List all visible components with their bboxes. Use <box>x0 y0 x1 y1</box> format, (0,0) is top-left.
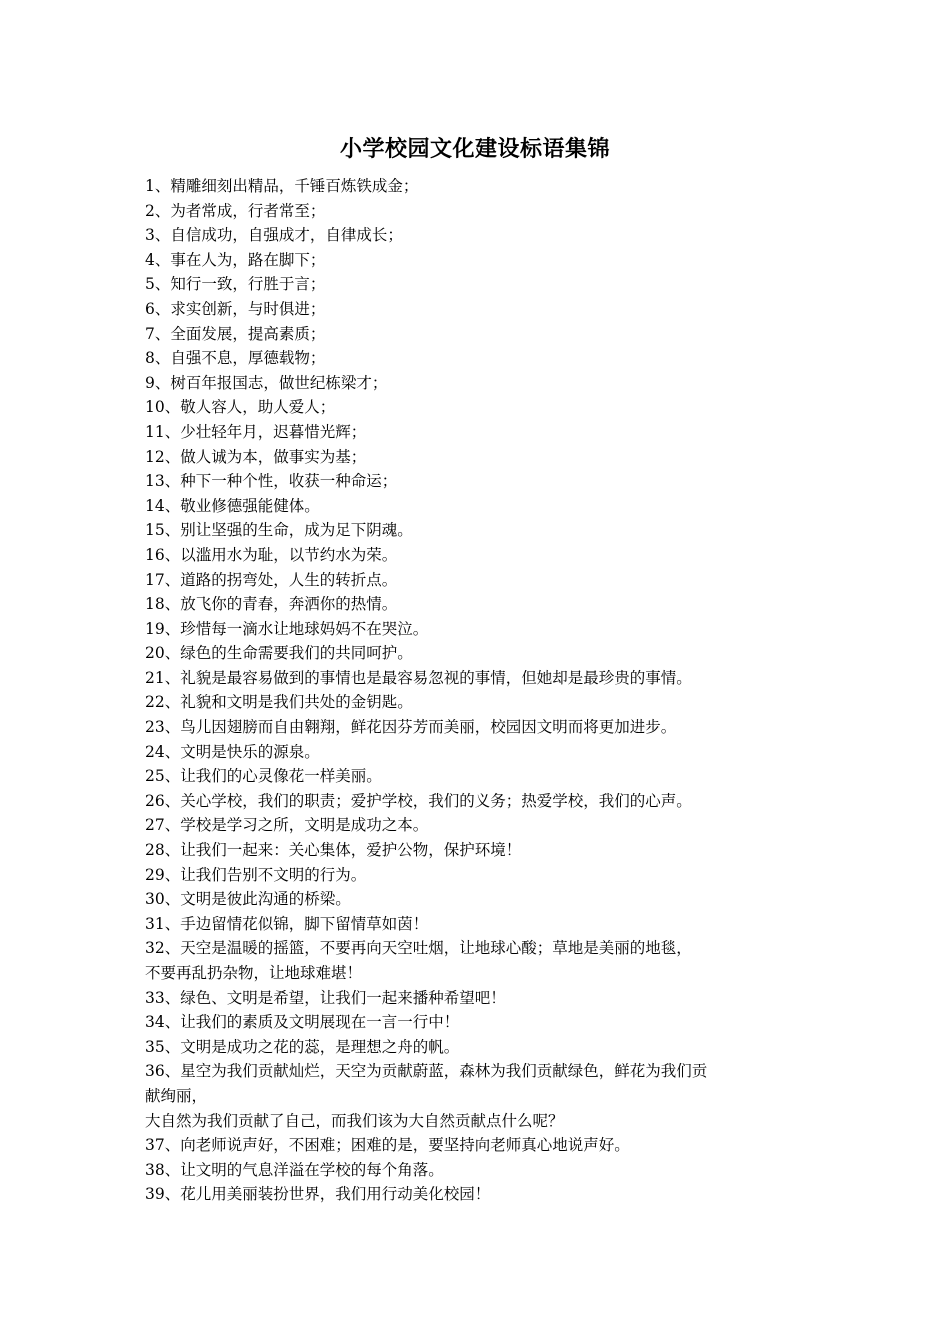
slogan-line: 10、敬人容人，助人爱人； <box>145 398 336 417</box>
slogan-line: 36、星空为我们贡献灿烂，天空为贡献蔚蓝，森林为我们贡献绿色，鲜花为我们贡 <box>145 1062 708 1081</box>
slogan-line: 37、向老师说声好，不困难；困难的是，要坚持向老师真心地说声好。 <box>145 1136 630 1155</box>
slogan-line: 21、礼貌是最容易做到的事情也是最容易忽视的事情，但她却是最珍贵的事情。 <box>145 668 692 687</box>
slogan-line: 大自然为我们贡献了自己，而我们该为大自然贡献点什么呢？ <box>145 1111 564 1130</box>
slogan-line: 11、少壮轻年月，迟暮惜光辉； <box>145 422 367 441</box>
slogan-line: 6、求实创新，与时俱进； <box>145 299 326 318</box>
slogan-line: 23、鸟儿因翅膀而自由翱翔，鲜花因芬芳而美丽，校园因文明而将更加进步。 <box>145 718 677 737</box>
slogan-line: 35、文明是成功之花的蕊，是理想之舟的帆。 <box>145 1037 460 1056</box>
slogan-line: 4、事在人为，路在脚下； <box>145 250 326 269</box>
slogan-line: 7、全面发展，提高素质； <box>145 324 326 343</box>
slogan-line: 3、自信成功，自强成才，自律成长； <box>145 226 403 245</box>
slogan-line: 1、精雕细刻出精品，千锤百炼铁成金； <box>145 177 419 195</box>
slogan-list <box>145 174 825 1207</box>
slogan-line: 9、树百年报国志，做世纪栋梁才； <box>145 373 388 392</box>
slogan-line: 31、手边留情花似锦，脚下留情草如茵！ <box>145 914 429 933</box>
slogan-line: 33、绿色、文明是希望，让我们一起来播种希望吧！ <box>145 988 506 1007</box>
slogan-line: 29、让我们告别不文明的行为。 <box>145 865 367 884</box>
slogan-line: 39、花儿用美丽装扮世界，我们用行动美化校园！ <box>145 1185 491 1204</box>
slogan-line: 27、学校是学习之所，文明是成功之本。 <box>145 816 429 835</box>
slogan-line: 不要再乱扔杂物，让地球难堪！ <box>145 964 363 982</box>
slogan-line: 34、让我们的素质及文明展现在一言一行中！ <box>145 1013 460 1032</box>
slogan-line: 12、做人诚为本，做事实为基； <box>145 447 367 466</box>
slogan-line: 38、让文明的气息洋溢在学校的每个角落。 <box>145 1160 444 1179</box>
slogan-line: 2、为者常成，行者常至； <box>145 201 326 220</box>
slogan-line: 24、文明是快乐的源泉。 <box>145 742 320 761</box>
slogan-line: 13、种下一种个性，收获一种命运； <box>145 472 398 491</box>
slogan-line: 15、别让坚强的生命，成为足下阴魂。 <box>145 521 413 540</box>
slogan-line: 献绚丽， <box>145 1086 208 1105</box>
document-title: 小学校园文化建设标语集锦 <box>339 136 610 162</box>
slogan-line: 32、天空是温暖的摇篮，不要再向天空吐烟，让地球心酸；草地是美丽的地毯， <box>145 939 692 958</box>
slogan-line: 22、礼貌和文明是我们共处的金钥匙。 <box>145 693 413 712</box>
slogan-line: 20、绿色的生命需要我们的共同呵护。 <box>145 644 413 663</box>
slogan-line: 5、知行一致，行胜于言； <box>145 275 326 294</box>
slogan-line: 26、关心学校，我们的职责；爱护学校，我们的义务；热爱学校，我们的心声。 <box>145 791 692 810</box>
slogan-line: 18、放飞你的青春，奔洒你的热情。 <box>145 595 398 614</box>
slogan-line: 30、文明是彼此沟通的桥梁。 <box>145 890 351 909</box>
slogan-line: 17、道路的拐弯处，人生的转折点。 <box>145 570 398 589</box>
slogan-line: 8、自强不息，厚德载物； <box>145 349 326 368</box>
slogan-line: 16、以滥用水为耻，以节约水为荣。 <box>145 545 398 564</box>
slogan-line: 25、让我们的心灵像花一样美丽。 <box>145 767 382 786</box>
slogan-line: 28、让我们一起来：关心集体，爱护公物，保护环境！ <box>145 841 522 860</box>
slogan-line: 14、敬业修德强能健体。 <box>145 496 320 515</box>
slogan-line: 19、珍惜每一滴水让地球妈妈不在哭泣。 <box>145 619 429 638</box>
